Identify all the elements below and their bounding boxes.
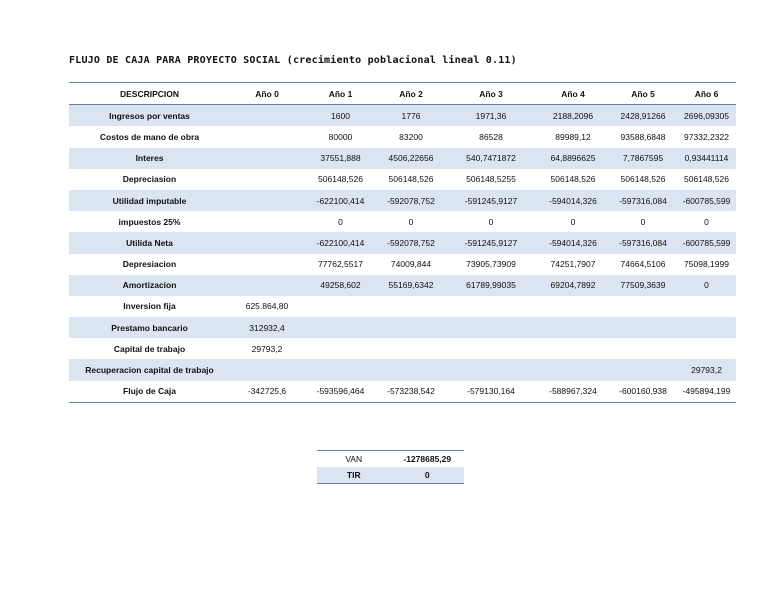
table-row [69,254,736,275]
table-cell: -591245,9127 [445,232,537,253]
table-cell: 506148,5255 [466,174,516,185]
table-cell: -597316,084 [609,190,677,211]
table-cell [377,317,445,338]
table-row [69,232,736,253]
table-cell [304,359,377,380]
table-cell [609,296,677,317]
table-cell [230,359,304,380]
table-cell [537,359,609,380]
table-row [69,169,736,190]
row-label: Prestamo bancario [69,317,230,338]
table-cell: 80000 [328,131,353,142]
row-label: Recuperacion capital de trabajo [69,359,230,380]
tir-value: 0 [391,467,465,484]
table-cell: -622100,414 [304,232,377,253]
table-cell: 77509,3639 [609,275,677,296]
summary-table [317,450,464,484]
table-cell [304,338,377,359]
table-cell: 89989,12 [555,131,591,142]
row-label: Depreciasion [122,174,177,185]
table-cell: -592078,752 [377,190,445,211]
table-cell: 2188,2096 [537,105,609,127]
header-year-2: Año 2 [377,83,445,105]
table-row [69,148,736,169]
table-cell: 74251,7907 [550,259,596,270]
table-row [69,338,736,359]
van-row [317,451,464,468]
table-cell [304,296,377,317]
table-cell [230,232,304,253]
row-label: Utilidad imputable [69,190,230,211]
row-label: Flujo de Caja [69,381,230,403]
table-cell: 7,7867595 [609,148,677,169]
table-cell: 625.864,80 [245,301,289,312]
table-cell: 506148,526 [318,174,363,185]
table-cell: -594014,326 [537,232,609,253]
table-cell [609,338,677,359]
table-cell: 64,8896625 [537,148,609,169]
row-label: Amortizacion [69,275,230,296]
header-year-3: Año 3 [445,83,537,105]
table-cell: 73905,73909 [466,259,516,270]
table-row [69,126,736,147]
tir-row [317,467,464,484]
table-cell: 0 [570,216,576,227]
table-row [69,296,736,317]
table-cell: -588967,324 [537,381,609,403]
table-row [69,105,736,127]
table-cell [230,105,304,127]
table-cell [304,317,377,338]
header-year-6: Año 6 [677,83,736,105]
table-row [69,381,736,403]
table-cell [377,296,445,317]
table-row [69,190,736,211]
table-cell: 77762,5517 [318,259,363,270]
table-cell [537,296,609,317]
table-row [69,275,736,296]
table-cell: 29793,2 [251,343,283,354]
table-cell: 93588,6848 [620,131,666,142]
table-cell [445,359,537,380]
table-header-row [69,83,736,105]
table-cell: 0 [704,216,709,227]
table-cell: -600785,599 [677,232,736,253]
table-cell [230,190,304,211]
table-cell [230,254,304,275]
table-cell: 540,7471872 [445,148,537,169]
table-cell: -342725,6 [230,381,304,403]
table-cell [677,317,736,338]
table-cell: 75098,1999 [684,259,729,270]
table-cell [377,338,445,359]
table-cell [445,317,537,338]
header-descripcion: DESCRIPCION [69,83,230,105]
table-cell: 2428,91266 [609,105,677,127]
cash-flow-table [69,82,736,403]
row-label: Utilida Neta [69,232,230,253]
table-cell: -600785,599 [677,190,736,211]
table-cell: 86528 [479,131,503,142]
table-cell [377,359,445,380]
row-label: Depresiacion [122,259,177,270]
row-label: Interes [69,148,230,169]
table-row [69,317,736,338]
table-cell: 37551,888 [304,148,377,169]
table-row [69,359,736,380]
table-cell: 61789,99035 [445,275,537,296]
table-row [69,211,736,232]
table-cell: 0 [677,275,736,296]
table-cell: -573238,542 [377,381,445,403]
tir-label: TIR [317,467,391,484]
table-cell [677,338,736,359]
table-cell: 69204,7892 [537,275,609,296]
table-cell: 506148,526 [388,174,434,185]
table-cell: 1776 [377,105,445,127]
header-year-4: Año 4 [537,83,609,105]
table-cell [445,296,537,317]
table-cell: 506148,526 [620,174,666,185]
table-cell: 74009,844 [390,259,432,270]
table-cell: -597316,084 [609,232,677,253]
table-cell: 312932,4 [230,317,304,338]
table-cell: 0 [338,216,343,227]
table-cell: 506148,526 [684,174,729,185]
table-cell [609,359,677,380]
table-cell: 1971,36 [445,105,537,127]
table-cell: 0 [408,216,414,227]
table-cell: 0,93441114 [677,148,736,169]
table-cell [537,338,609,359]
table-cell: 97332,2322 [684,131,729,142]
row-label: Ingresos por ventas [69,105,230,127]
table-cell: 74664,5106 [620,259,666,270]
table-cell: -495894,199 [677,381,736,403]
page-title: FLUJO DE CAJA PARA PROYECTO SOCIAL (crecimiento poblacional lineal 0.11) [69,55,517,66]
table-cell [609,317,677,338]
table-cell: 0 [640,216,646,227]
table-cell: -600160,938 [609,381,677,403]
table-cell: -591245,9127 [445,190,537,211]
table-cell: 2696,09305 [677,105,736,127]
van-label: VAN [317,451,391,468]
table-cell: 29793,2 [677,359,736,380]
table-cell: -622100,414 [304,190,377,211]
header-year-1: Año 1 [304,83,377,105]
table-cell [537,317,609,338]
table-cell: 55169,6342 [377,275,445,296]
row-label: impuestos 25% [118,216,181,227]
table-cell: -594014,326 [537,190,609,211]
table-cell: -579130,164 [445,381,537,403]
table-cell [230,126,304,147]
header-year-0: Año 0 [230,83,304,105]
van-value: -1278685,29 [391,451,465,468]
table-cell: 506148,526 [550,174,596,185]
table-cell [230,211,304,232]
table-cell [445,338,537,359]
table-cell: 83200 [399,131,423,142]
table-cell: 49258,602 [304,275,377,296]
table-cell: -592078,752 [377,232,445,253]
table-cell: 1600 [304,105,377,127]
header-year-5: Año 5 [609,83,677,105]
table-cell: 4506,22656 [377,148,445,169]
table-cell: 0 [488,216,494,227]
table-cell [230,148,304,169]
row-label: Costos de mano de obra [99,131,200,142]
row-label: Inversion fija [123,301,176,312]
table-cell [677,296,736,317]
table-cell [230,169,304,190]
table-cell [230,275,304,296]
table-cell: -593596,464 [304,381,377,403]
row-label: Capital de trabajo [113,343,186,354]
